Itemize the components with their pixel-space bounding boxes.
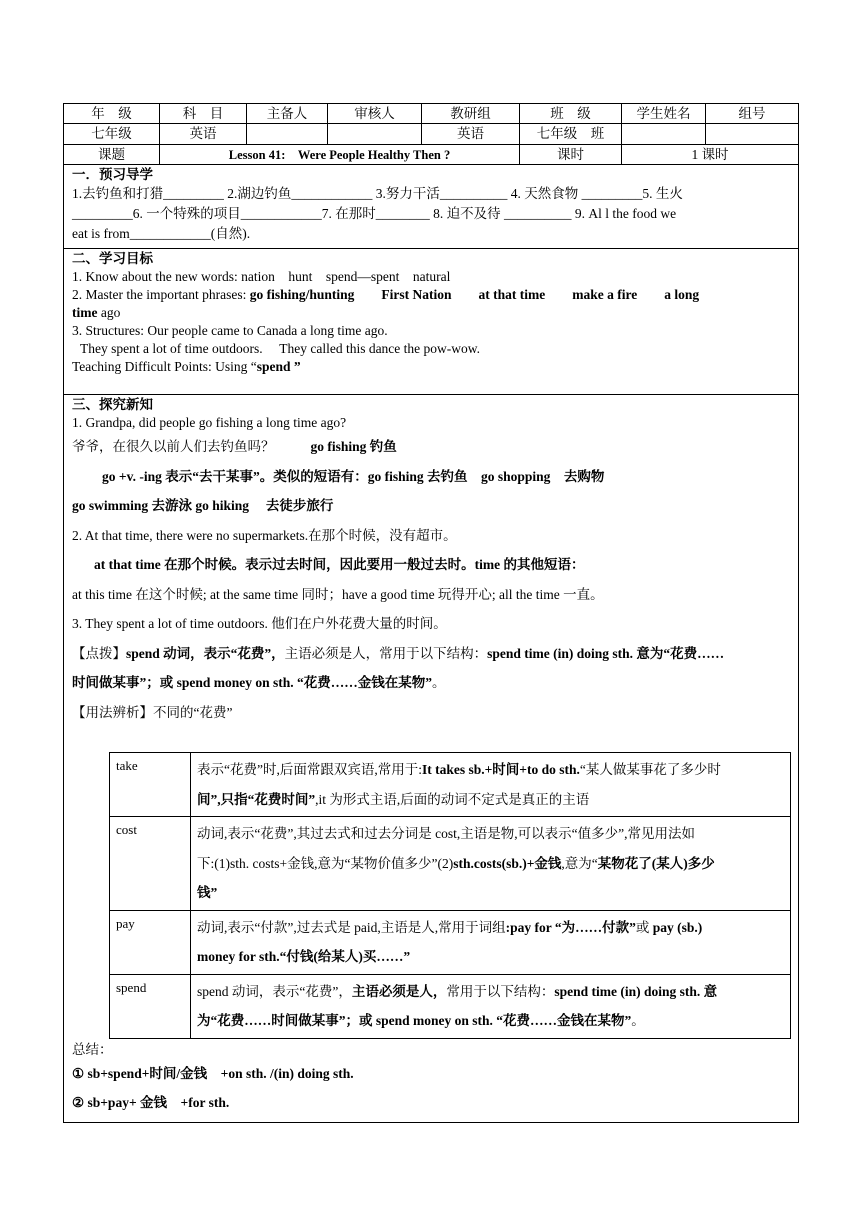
exercise-line: _________6. 一个特殊的项目____________7. 在那时________ 8. 迫不及待 __________ 9. Al l the food we <box>72 206 677 221</box>
worksheet-table <box>63 103 799 1123</box>
usage-word: spend <box>110 974 191 1038</box>
header-row-2 <box>64 124 799 145</box>
objective-line: 3. Structures: Our people came to Canada a long time ago. <box>72 323 388 338</box>
explore-line: 2. At that time, there were no supermarkets.在那个时候，没有超市。 <box>72 527 457 543</box>
usage-row <box>110 817 791 911</box>
explore-note: go swimming 去游泳 go hiking 去徒步旅行 <box>72 498 334 513</box>
explore-note: at that time 在那个时候。表示过去时间，因此要用一般过去时。time 的其他短语： <box>94 557 585 572</box>
value-student-name <box>622 124 706 145</box>
usage-row <box>110 910 791 974</box>
value-reviewer <box>328 124 422 145</box>
usage-explanation: 表示“花费”时,后面常跟双宾语,常用于:It takes sb.+时间+to do sth.“某人做某事花了多少时 间”,只指“花费时间”,it 为形式主语,后面的动词不定式是真正的主语 <box>191 753 791 817</box>
summary-line: ① sb+spend+时间/金钱 +on sth. /(in) doing sth. <box>72 1065 354 1081</box>
lesson-title: Lesson 41: Were People Healthy Then ? <box>160 145 520 165</box>
usage-row <box>110 753 791 817</box>
value-grade: 七年级 <box>64 124 160 145</box>
usage-word: cost <box>110 817 191 911</box>
tip-line: 【点拨】spend 动词，表示“花费”，主语必须是人，常用于以下结构：spend time (in) doing sth. 意为“花费…… <box>72 645 725 661</box>
header-grade: 年 级 <box>64 104 160 124</box>
usage-label: 【用法辨析】不同的“花费” <box>72 704 233 720</box>
value-preparer <box>247 124 328 145</box>
hours-value: 1 课时 <box>622 145 799 165</box>
worksheet <box>63 103 798 1123</box>
objective-line: They spent a lot of time outdoors. They called this dance the pow-wow. <box>80 341 481 356</box>
explore-line: 1. Grandpa, did people go fishing a long time ago? <box>72 415 347 430</box>
explore-line: 爷爷，在很久以前人们去钓鱼吗？ go fishing 钓鱼 <box>72 439 397 454</box>
header-group-number: 组号 <box>706 104 799 124</box>
section-preview <box>64 165 799 249</box>
header-reviewer: 审核人 <box>328 104 422 124</box>
value-subject: 英语 <box>160 124 247 145</box>
summary-line: ② sb+pay+ 金钱 +for sth. <box>72 1095 230 1110</box>
topic-row <box>64 145 799 165</box>
usage-word: pay <box>110 910 191 974</box>
header-student-name: 学生姓名 <box>622 104 706 124</box>
tip-line: 时间做某事”；或 spend money on sth. “花费……金钱在某物”。 <box>72 675 446 690</box>
exercise-line: eat is from____________(自然). <box>72 226 251 241</box>
section-title: 三、探究新知 <box>72 397 153 412</box>
value-group-number <box>706 124 799 145</box>
section-title: 一．预习导学 <box>72 167 153 182</box>
usage-table <box>109 752 791 1039</box>
header-row-1 <box>64 104 799 124</box>
header-research-group: 教研组 <box>422 104 520 124</box>
objective-line: 2. Master the important phrases: go fishing/hunting First Nation at that time make a fire a long <box>72 287 700 302</box>
summary-label: 总结： <box>72 1041 113 1057</box>
objective-line: Teaching Difficult Points: Using “spend ” <box>72 359 301 374</box>
explore-line: at this time 在这个时候; at the same time 同时；have a good time 玩得开心; all the time 一直。 <box>72 586 604 602</box>
usage-word: take <box>110 753 191 817</box>
header-preparer: 主备人 <box>247 104 328 124</box>
header-class: 班 级 <box>520 104 622 124</box>
topic-label: 课题 <box>64 145 160 165</box>
usage-explanation: 动词,表示“付款”,过去式是 paid,主语是人,常用于词组:pay for “为……付款”或 pay (sb.) money for sth.“付钱(给某人)买……” <box>191 910 791 974</box>
explore-line: 3. They spent a lot of time outdoors. 他们在户外花费大量的时间。 <box>72 616 447 631</box>
usage-explanation: spend 动词，表示“花费”，主语必须是人，常用于以下结构：spend time (in) doing sth. 意 为“花费……时间做某事”；或 spend money on sth. “花费……金钱在某物”。 <box>191 974 791 1038</box>
explore-note: go +v. -ing 表示“去干某事”。类似的短语有：go fishing 去钓鱼 go shopping 去购物 <box>102 468 605 484</box>
exercise-line: 1.去钓鱼和打猎_________ 2.湖边钓鱼____________ 3.努力干活__________ 4. 天然食物 _________5. 生火 <box>72 186 683 201</box>
usage-row <box>110 974 791 1038</box>
value-class: 七年级 班 <box>520 124 622 145</box>
header-subject: 科 目 <box>160 104 247 124</box>
section-objectives <box>64 249 799 395</box>
section-explore <box>64 395 799 1123</box>
objective-line: 1. Know about the new words: nation hunt spend—spent natural <box>72 269 451 284</box>
objective-line: time ago <box>72 305 121 320</box>
section-title: 二、学习目标 <box>72 251 153 266</box>
usage-explanation: 动词,表示“花费”,其过去式和过去分词是 cost,主语是物,可以表示“值多少”,常见用法如 下:(1)sth. costs+金钱,意为“某物价值多少”(2)sth.costs(sb.)+金钱,意为“某物花了(某人)多少 钱” <box>191 817 791 911</box>
value-research-group: 英语 <box>422 124 520 145</box>
hours-label: 课时 <box>520 145 622 165</box>
